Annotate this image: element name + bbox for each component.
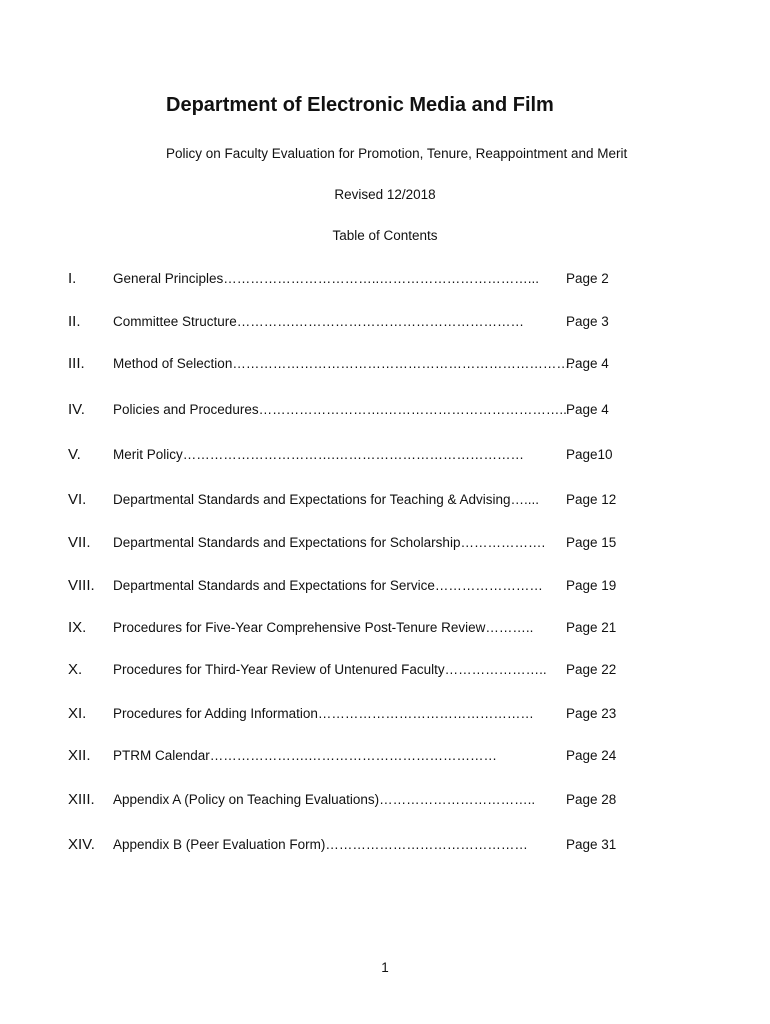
- toc-row: [0, 313, 770, 335]
- toc-page: Page10: [566, 447, 613, 462]
- toc-page: Page 2: [566, 271, 609, 286]
- toc-page: Page 21: [566, 620, 617, 635]
- toc-row: [0, 836, 770, 858]
- toc-row: [0, 270, 770, 292]
- toc-title: General Principles……………………………..……………………………...: [113, 271, 540, 286]
- toc-row: [0, 355, 770, 377]
- toc-row: [0, 705, 770, 727]
- toc-title: Appendix B (Peer Evaluation Form)………………………………………: [113, 837, 528, 852]
- toc-number: XIV.: [68, 836, 95, 853]
- toc-number: XI.: [68, 705, 87, 722]
- page-number: 1: [381, 960, 389, 975]
- toc-page: Page 24: [566, 748, 617, 763]
- toc-title: Appendix A (Policy on Teaching Evaluations)……………………………..: [113, 792, 536, 807]
- toc-number: XIII.: [68, 791, 95, 808]
- toc-number: VI.: [68, 491, 87, 508]
- toc-title: Merit Policy…………………………….……………………………………: [113, 447, 525, 462]
- toc-title: Procedures for Five-Year Comprehensive Post-Tenure Review………..: [113, 620, 534, 635]
- revision-date: Revised 12/2018: [334, 187, 436, 202]
- toc-title: Departmental Standards and Expectations for Service……………………: [113, 578, 543, 593]
- toc-row: [0, 791, 770, 813]
- toc-row: [0, 491, 770, 513]
- toc-title: Departmental Standards and Expectations for Teaching & Advising…....: [113, 492, 539, 507]
- document-title: Department of Electronic Media and Film: [166, 94, 554, 116]
- toc-title: Procedures for Adding Information…………………………………………: [113, 706, 534, 721]
- toc-number: III.: [68, 355, 85, 372]
- toc-number: II.: [68, 313, 81, 330]
- toc-row: [0, 619, 770, 641]
- toc-title: Policies and Procedures……………………….…………………………………..: [113, 402, 567, 417]
- toc-page: Page 19: [566, 578, 617, 593]
- toc-row: [0, 401, 770, 423]
- toc-title: Committee Structure………….……………………………………………: [113, 314, 525, 329]
- toc-page: Page 23: [566, 706, 617, 721]
- toc-title: PTRM Calendar………………….……………………………………: [113, 748, 498, 763]
- toc-page: Page 12: [566, 492, 617, 507]
- toc-number: IX.: [68, 619, 87, 636]
- toc-page: Page 15: [566, 535, 617, 550]
- toc-page: Page 28: [566, 792, 617, 807]
- toc-row: [0, 577, 770, 599]
- toc-page: Page 22: [566, 662, 617, 677]
- toc-row: [0, 446, 770, 468]
- toc-number: VIII.: [68, 577, 95, 594]
- toc-number: IV.: [68, 401, 85, 418]
- toc-title: Departmental Standards and Expectations for Scholarship……………….: [113, 535, 546, 550]
- toc-number: XII.: [68, 747, 91, 764]
- document-subtitle: Policy on Faculty Evaluation for Promotion, Tenure, Reappointment and Merit: [166, 146, 628, 161]
- toc-page: Page 3: [566, 314, 609, 329]
- toc-number: I.: [68, 270, 77, 287]
- toc-heading: Table of Contents: [332, 228, 438, 243]
- toc-page: Page 4: [566, 356, 609, 371]
- toc-number: V.: [68, 446, 81, 463]
- toc-title: Procedures for Third-Year Review of Untenured Faculty…………………..: [113, 662, 547, 677]
- toc-page: Page 31: [566, 837, 617, 852]
- toc-row: [0, 661, 770, 683]
- toc-number: X.: [68, 661, 83, 678]
- toc-number: VII.: [68, 534, 91, 551]
- toc-row: [0, 534, 770, 556]
- toc-page: Page 4: [566, 402, 609, 417]
- toc-title: Method of Selection………………………………………………………………….: [113, 356, 574, 371]
- toc-row: [0, 747, 770, 769]
